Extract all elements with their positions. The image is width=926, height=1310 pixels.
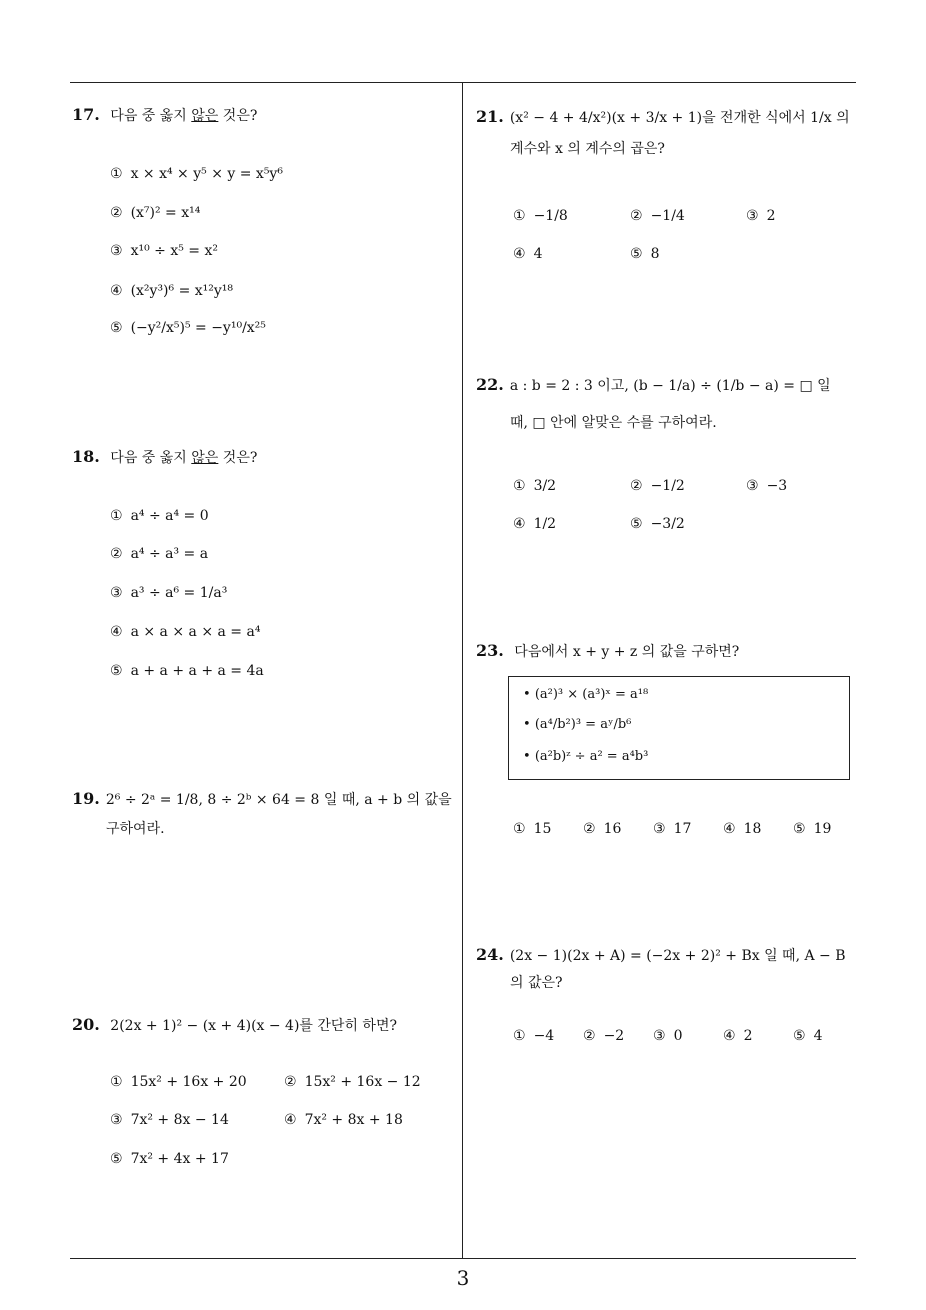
option-4[interactable]: ④ 1/2 <box>513 516 557 532</box>
question-stem: 2(2x + 1)² − (x + 4)(x − 4)를 간단히 하면? <box>110 1018 397 1034</box>
option-3[interactable]: ③ 17 <box>653 821 692 837</box>
question-stem: 다음 중 옳지 않은 것은? <box>110 450 258 466</box>
option-1[interactable]: ① 15x² + 16x + 20 <box>110 1074 247 1090</box>
question-stem-line2: 계수와 x 의 계수의 곱은? <box>510 140 665 157</box>
option-2[interactable]: ② −1/4 <box>630 208 685 224</box>
option-3[interactable]: ③ x¹⁰ ÷ x⁵ = x² <box>110 243 218 259</box>
question-number: 17. <box>72 105 100 124</box>
question-number: 19. <box>72 789 100 808</box>
condition-item: • (a²)³ × (a³)ˣ = a¹⁸ <box>523 687 649 702</box>
question-stem-line2: 구하여라. <box>106 820 165 837</box>
question-18 <box>72 446 257 468</box>
question-number: 24. <box>476 945 504 964</box>
option-3[interactable]: ③ 0 <box>653 1028 683 1044</box>
bottom-rule <box>70 1258 856 1259</box>
option-2[interactable]: ② 16 <box>583 821 622 837</box>
option-4[interactable]: ④ a × a × a × a = a⁴ <box>110 624 261 640</box>
option-3[interactable]: ③ 7x² + 8x − 14 <box>110 1112 229 1128</box>
option-4[interactable]: ④ (x²y³)⁶ = x¹²y¹⁸ <box>110 283 234 299</box>
question-stem-line2: 의 값은? <box>510 974 563 991</box>
option-2[interactable]: ② −2 <box>583 1028 625 1044</box>
option-1[interactable]: ① −1/8 <box>513 208 568 224</box>
option-1[interactable]: ① 15 <box>513 821 552 837</box>
option-5[interactable]: ⑤ 7x² + 4x + 17 <box>110 1151 229 1167</box>
question-stem-line1: a : b = 2 : 3 이고, (b − 1/a) ÷ (1/b − a) = □ 일 <box>509 378 831 394</box>
condition-box <box>508 676 850 780</box>
question-stem-line2: 때, □ 안에 알맞은 수를 구하여라. <box>510 414 717 431</box>
question-number: 18. <box>72 447 100 466</box>
question-number: 23. <box>476 641 504 660</box>
option-5[interactable]: ⑤ a + a + a + a = 4a <box>110 663 264 679</box>
page-number: 3 <box>456 1266 470 1290</box>
option-1[interactable]: ① 3/2 <box>513 478 557 494</box>
option-3[interactable]: ③ a³ ÷ a⁶ = 1/a³ <box>110 585 228 601</box>
question-number: 20. <box>72 1015 100 1034</box>
option-2[interactable]: ② (x⁷)² = x¹⁴ <box>110 205 201 221</box>
option-5[interactable]: ⑤ (−y²/x⁵)⁵ = −y¹⁰/x²⁵ <box>110 320 266 336</box>
option-2[interactable]: ② −1/2 <box>630 478 685 494</box>
question-20 <box>72 1014 397 1036</box>
option-2[interactable]: ② 15x² + 16x − 12 <box>284 1074 421 1090</box>
question-21 <box>476 106 856 159</box>
top-rule <box>70 82 856 83</box>
question-22 <box>476 374 856 433</box>
option-2[interactable]: ② a⁴ ÷ a³ = a <box>110 546 209 562</box>
question-23 <box>476 640 739 662</box>
option-4[interactable]: ④ 4 <box>513 246 543 262</box>
question-number: 21. <box>476 107 504 126</box>
question-stem-line1: 2⁶ ÷ 2ᵃ = 1/8, 8 ÷ 2ᵇ × 64 = 8 일 때, a + b 의 값을 <box>105 792 452 808</box>
option-3[interactable]: ③ −3 <box>746 478 788 494</box>
option-4[interactable]: ④ 7x² + 8x + 18 <box>284 1112 403 1128</box>
option-3[interactable]: ③ 2 <box>746 208 776 224</box>
option-1[interactable]: ① x × x⁴ × y⁵ × y = x⁵y⁶ <box>110 166 283 182</box>
question-stem: 다음에서 x + y + z 의 값을 구하면? <box>514 644 740 660</box>
option-5[interactable]: ⑤ 8 <box>630 246 660 262</box>
option-1[interactable]: ① −4 <box>513 1028 555 1044</box>
question-stem-line1: (x² − 4 + 4/x²)(x + 3/x + 1)을 전개한 식에서 1/x 의 <box>509 110 850 126</box>
condition-item: • (a⁴/b²)³ = aʸ/b⁶ <box>523 717 632 732</box>
condition-item: • (a²b)ᶻ ÷ a² = a⁴b³ <box>523 749 649 764</box>
question-17 <box>72 104 257 126</box>
question-number: 22. <box>476 375 504 394</box>
column-divider <box>462 83 463 1259</box>
option-1[interactable]: ① a⁴ ÷ a⁴ = 0 <box>110 508 209 524</box>
option-4[interactable]: ④ 18 <box>723 821 762 837</box>
option-5[interactable]: ⑤ 4 <box>793 1028 823 1044</box>
question-19 <box>72 788 458 839</box>
option-5[interactable]: ⑤ 19 <box>793 821 832 837</box>
question-stem: 다음 중 옳지 않은 것은? <box>110 108 258 124</box>
option-5[interactable]: ⑤ −3/2 <box>630 516 685 532</box>
option-4[interactable]: ④ 2 <box>723 1028 753 1044</box>
question-24 <box>476 944 856 993</box>
question-stem-line1: (2x − 1)(2x + A) = (−2x + 2)² + Bx 일 때, A − B <box>509 948 846 964</box>
